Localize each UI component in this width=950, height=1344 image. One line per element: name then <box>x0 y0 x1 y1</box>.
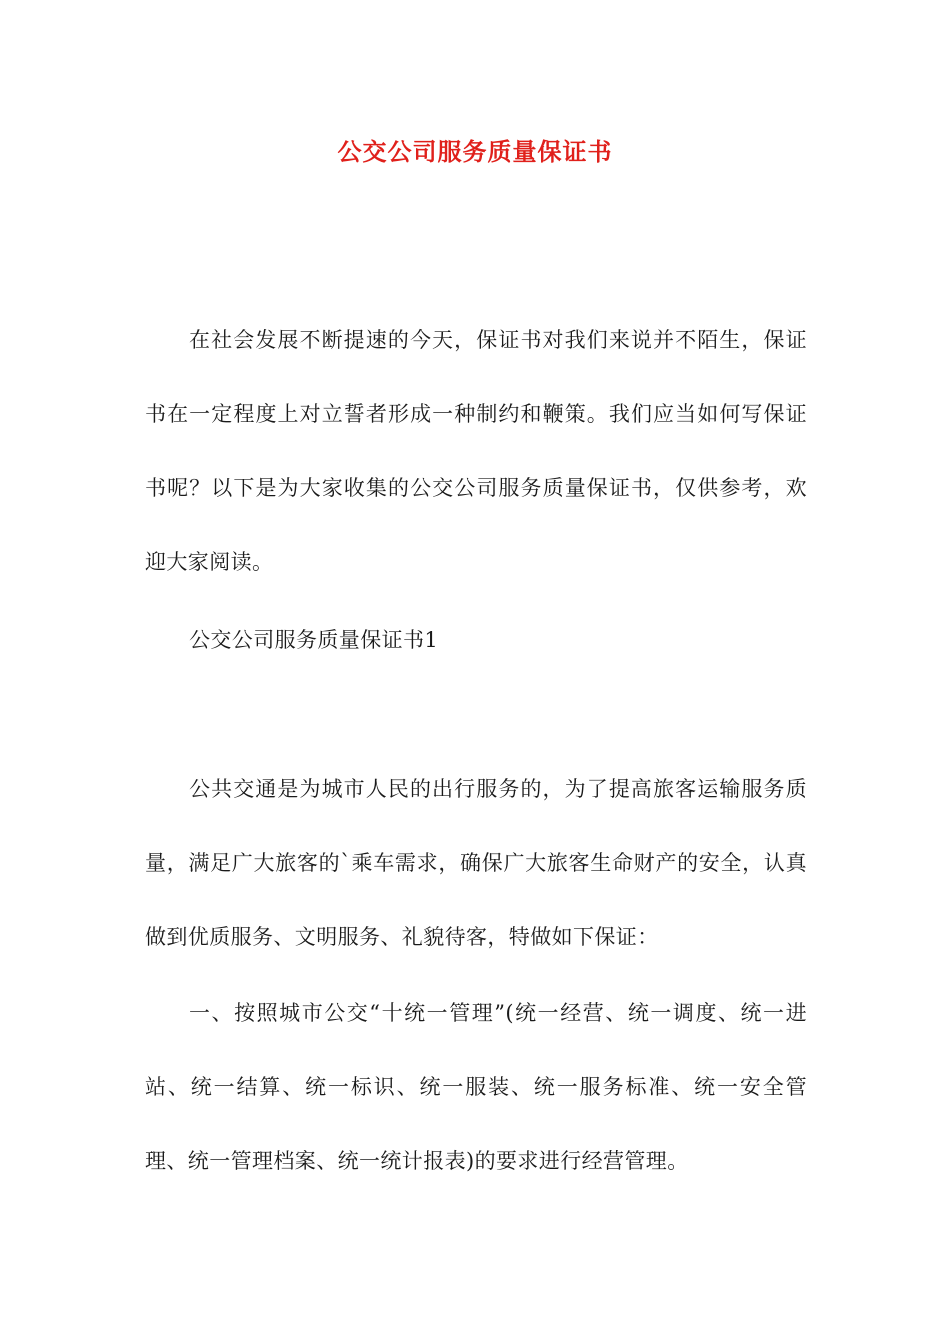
body-paragraph-1: 公共交通是为城市人民的出行服务的，为了提高旅客运输服务质量，满足广大旅客的`乘车需求，确保广大旅客生命财产的安全，认真做到优质服务、文明服务、礼貌待客，特做如下保证： <box>145 777 807 949</box>
body-paragraph-2: 一、按照城市公交“十统一管理”(统一经营、统一调度、统一进站、统一结算、统一标识、统一服装、统一服务标准、统一安全管理、统一管理档案、统一统计报表)的要求进行经营管理。 <box>145 1001 807 1173</box>
section-subtitle: 公交公司服务质量保证书1 <box>189 628 439 652</box>
intro-paragraph: 在社会发展不断提速的今天，保证书对我们来说并不陌生，保证书在一定程度上对立誓者形成一种制约和鞭策。我们应当如何写保证书呢？以下是为大家收集的公交公司服务质量保证书，仅供参考，欢迎大家阅读。 <box>145 328 807 574</box>
document-title: 公交公司服务质量保证书 <box>337 137 613 166</box>
